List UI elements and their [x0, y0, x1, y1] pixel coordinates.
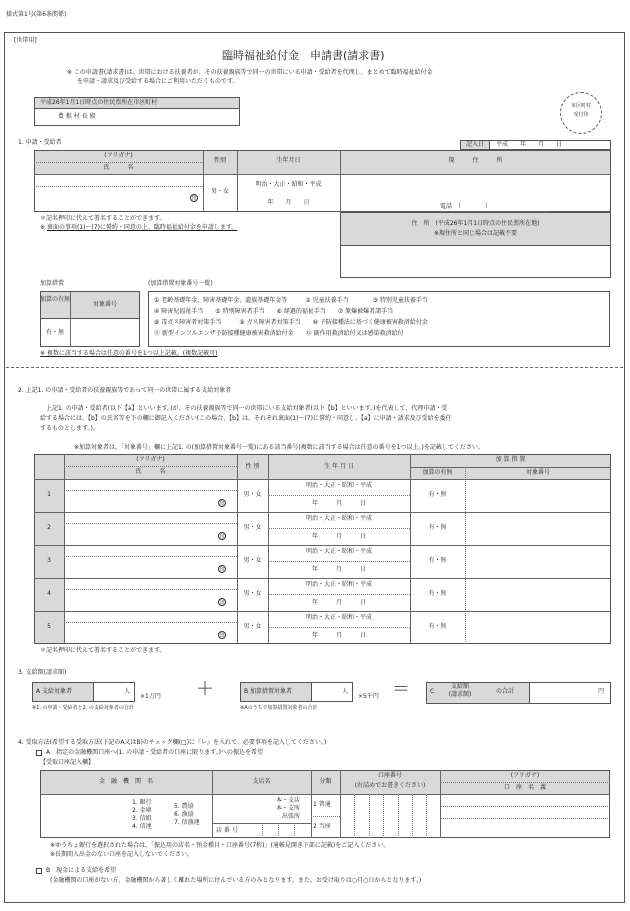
agreement-text: ※ 裏面の事項(1)～(7)に誓約・同意の上、臨時福祉給付金を申請します。: [40, 224, 238, 231]
bank-type-3[interactable]: 3. 信組: [132, 815, 152, 822]
household-tag: [世帯用]: [14, 37, 37, 44]
bank-type-2[interactable]: 2. 金庫: [132, 807, 152, 814]
seal-icon: 印: [219, 501, 225, 507]
seal-icon: 印: [219, 567, 225, 573]
multi-number-note: ※ 複数に該当する場合は任意の番号を1つ以上記載。(複数記載可): [40, 350, 218, 357]
branch-type-3[interactable]: 出張所: [282, 813, 301, 820]
dep-row-2-kasan[interactable]: 有・無: [428, 524, 447, 531]
dep-name-label: 氏 名: [135, 468, 166, 475]
b-note: ※Aのうちで加算措置対象者の合計: [240, 705, 318, 711]
dep-row-3-number: 3: [47, 557, 51, 564]
section2-para-1: 上記1. の申請・受給者(以下【a】といいます。)が、その扶養親族等で同一の世帯にいる支給対象者(以下【b】といいます。)を代表して、代理申請・受: [46, 405, 448, 412]
municipality-box-title: 平成26年1月1日時点の住民票所在市区町村: [40, 99, 158, 106]
branch-number-label: 店 番 号: [216, 827, 238, 834]
dep-kasan-number-label: 対象番号: [525, 469, 550, 476]
address-label: 現 住 所: [448, 157, 503, 164]
jan1-address-label: 住 所 (平成26年1月1日時点の住民票所在地): [411, 220, 540, 227]
branch-name-input[interactable]: [214, 796, 274, 818]
c-inner-1: 支給額: [450, 683, 469, 690]
current-address-input[interactable]: [342, 176, 608, 198]
dep-row-1-era[interactable]: 明治・大正・昭和・平成: [305, 482, 372, 489]
dep-row-5-kasan[interactable]: 有・無: [428, 623, 447, 630]
account-type-1[interactable]: 1 普通: [313, 801, 331, 808]
section4-heading: 4. 受取方法(希望する受取方法(下記のA又はB)のチェック欄(□)に『レ』を入れて、必要事項を記入してください。): [18, 739, 327, 746]
phone-field[interactable]: 電話 （ ）: [440, 203, 492, 210]
dep-row-2-era[interactable]: 明治・大正・昭和・平成: [305, 515, 372, 522]
dep-row-3-kasan[interactable]: 有・無: [428, 557, 447, 564]
jan1-address-note: ※現住所と同じ場合は記載不要: [433, 230, 518, 237]
seal-icon: 印: [219, 600, 225, 606]
kasan-col-number: 対象番号: [92, 301, 117, 308]
category-label: 分類: [319, 778, 332, 785]
option-a-label: A 指定の金融機関口座へ(1. の申請・受給者の口座に限ります。)への振込を希望: [46, 749, 263, 756]
header-note-2: を申請・請求及び受給する場合にご利用いただくものです。: [77, 78, 239, 85]
kasan-item-3: ⑧ 毒ガス障害者対策手当 ⑨ ガス障害者対策手当 ⑩ 予防接種法に基づく健康被害救済給付金: [154, 319, 428, 326]
section2-para-3: するものとします。)。: [40, 425, 99, 432]
form-title: 臨時福祉給付金 申請書(請求書): [222, 49, 385, 62]
bank-type-6[interactable]: 6. 漁協: [174, 811, 194, 818]
dormant-note: ※長期間入出金のない口座を記入しないでください。: [50, 851, 194, 858]
dep-row-4-era[interactable]: 明治・大正・昭和・平成: [305, 581, 372, 588]
stamp-label-2: 受付印: [573, 112, 589, 118]
applicant-era[interactable]: 明治・大正・昭和・平成: [255, 181, 322, 188]
dep-row-4-number: 4: [47, 590, 51, 597]
a-multiplier: ×1万円: [140, 693, 161, 700]
plus-sign: ＋: [196, 679, 214, 700]
b-label: B 加算措置対象者: [244, 688, 293, 695]
stamp-label-1: 市区町村: [570, 103, 591, 109]
account-box-title: 【受取口座記入欄】: [40, 759, 95, 766]
applicant-birthdate[interactable]: 年 月 日: [267, 199, 310, 206]
dep-furigana-label: (フリガナ): [136, 456, 165, 463]
account-holder-input[interactable]: [442, 796, 608, 836]
bank-name-input[interactable]: [42, 796, 130, 836]
form-id: 様式第1号(第6条関係): [6, 11, 67, 18]
dep-row-1-gender[interactable]: 男・女: [243, 491, 262, 498]
bank-name-label: 金 融 機 関 名: [98, 778, 153, 785]
dep-row-5-birthdate[interactable]: 年 月 日: [311, 632, 366, 639]
name-label: 氏 名: [103, 164, 134, 171]
dep-row-2-number: 2: [47, 524, 51, 531]
section1-heading: 1. 申請・受給者: [18, 139, 62, 146]
dep-row-5-number: 5: [47, 623, 51, 630]
jan1-address-input[interactable]: [340, 245, 611, 278]
dep-kasan-label: 加 算 措 置: [495, 456, 526, 463]
furigana-label: (フリガナ): [104, 152, 133, 159]
dep-row-1-birthdate[interactable]: 年 月 日: [311, 500, 366, 507]
kasan-item-2: ④ 障害児福祉手当 ⑤ 特別障害者手当 ⑥ 経過的福祉手当 ⑦ 原爆被爆者諸手当: [154, 308, 394, 315]
dep-row-5-gender[interactable]: 男・女: [243, 623, 262, 630]
b-unit: 人: [342, 688, 349, 695]
option-b-label: B 現金による支給を希望: [46, 867, 117, 874]
record-date-label: 記入日: [465, 141, 484, 148]
holder-furigana-label: (フリガナ): [510, 772, 540, 779]
kasan-title: 加算措置: [40, 280, 65, 287]
dep-row-1-number: 1: [47, 491, 51, 498]
a-unit: 人: [124, 688, 131, 695]
applicant-name-input[interactable]: [36, 188, 186, 210]
dep-row-4-birthdate[interactable]: 年 月 日: [311, 599, 366, 606]
section2-heading: 2. 上記1. の申請・受給者の扶養親族等であって同一の世帯に属する支給対象者: [18, 387, 232, 394]
seal-icon: 印: [219, 633, 225, 639]
holder-name-label: 口 座 名 義: [503, 784, 546, 791]
dep-row-3-birthdate[interactable]: 年 月 日: [311, 566, 366, 573]
dep-gender-label: 性 別: [245, 463, 260, 470]
dep-row-4-kasan[interactable]: 有・無: [428, 590, 447, 597]
gender-label: 性別: [213, 157, 226, 164]
c-inner-2: (請求額): [448, 691, 472, 698]
bank-type-5[interactable]: 5. 農協: [174, 803, 194, 810]
kasan-present-value[interactable]: 有・無: [45, 329, 64, 336]
branch-label: 支店名: [252, 778, 271, 785]
kasan-number-input[interactable]: [72, 321, 138, 345]
sign-note: ＊記名押印に代えて署名することができます。: [40, 215, 166, 222]
dep-row-4-gender[interactable]: 男・女: [243, 590, 262, 597]
applicant-gender[interactable]: 男・女: [210, 188, 229, 195]
equals-sign: ＝: [392, 679, 410, 700]
option-b-note: (金融機関の口座がない方、金融機関から著しく離れた場所に住んでいる方のみとなります。また、お受け取りは○月○日からとなります。): [50, 877, 422, 884]
branch-type-1[interactable]: 本・支店: [276, 797, 301, 804]
seal-icon: 印: [191, 196, 197, 202]
kasan-item-4: ⑪ 新型インフルエンザ予防接種健康被害救済給付金 ⑫ 副作用救済給付又は感染救済給付: [154, 330, 404, 337]
kasan-item-1: ① 老齢基礎年金、障害基礎年金、遺族基礎年金等 ② 児童扶養手当 ③ 特別児童扶養手当: [154, 297, 428, 304]
yucho-note: ※ゆうちょ銀行を選択された場合は、「振込用の店名・預金種目・口座番号(7桁)」(通帳見開き下部に記載)をご記入ください。: [50, 842, 390, 849]
kasan-target-note: ※加算対象者は、「対象番号」欄に上記1. の(加算措置対象番号一覧)にある該当番号(複数に該当する場合は任意の番号を1つ以上。)を記載してください。: [74, 444, 484, 451]
dep-row-1-kasan[interactable]: 有・無: [428, 491, 447, 498]
section3-heading: 3. 支給額(請求額): [18, 669, 67, 676]
header-note-1: ※ この申請書(請求書)は、世帯における扶養者が、その扶養親族等で同一の世帯にいる申請・受給者を代理し、まとめて臨時福祉給付金: [67, 69, 433, 76]
account-type-2[interactable]: 2 当座: [313, 823, 331, 830]
c-total-label: の合計: [496, 688, 515, 695]
c-unit: 円: [598, 688, 605, 695]
account-number-input[interactable]: [342, 796, 438, 836]
dep-birth-label: 生 年 月 日: [324, 463, 354, 470]
dep-kasan-present-label: 加算の有無: [422, 469, 453, 476]
c-label: C: [430, 688, 435, 695]
b-multiplier: ×5千円: [358, 693, 379, 700]
seal-icon: 印: [219, 534, 225, 540]
option-a-checkbox[interactable]: [36, 750, 42, 756]
section2-para-2: 給する場合には、【b】の氏名等を下の欄に御記入ください(この場合、【b】は、それぞれ裏面(1)～(7)に誓約・同意し、【a】に申請・請求及び受給を委任: [40, 415, 452, 422]
bank-type-4[interactable]: 4. 信連: [132, 823, 152, 830]
a-note: ※1. の申請・受給者と2. の支給対象者の合計: [32, 705, 134, 711]
account-number-hint: (右詰めでお書きください): [354, 782, 426, 789]
bank-type-7[interactable]: 7. 信漁連: [174, 819, 200, 826]
branch-type-2[interactable]: 本・支所: [276, 805, 301, 812]
dep-row-2-gender[interactable]: 男・女: [243, 524, 262, 531]
birth-label: 生年月日: [276, 157, 301, 164]
dep-row-3-era[interactable]: 明治・大正・昭和・平成: [305, 548, 372, 555]
record-date-value: 平成 年 月 日: [496, 141, 563, 148]
dep-row-3-gender[interactable]: 男・女: [243, 557, 262, 564]
kasan-list-title: (加算措置対象番号一覧): [148, 280, 213, 287]
applicant-furigana-input[interactable]: [36, 175, 201, 185]
dep-sign-note: ＊記名押印に代えて署名することができます。: [40, 647, 166, 654]
jan1-address-header: [340, 212, 611, 246]
option-b-checkbox[interactable]: [36, 868, 42, 874]
dep-row-2-birthdate[interactable]: 年 月 日: [311, 533, 366, 540]
account-number-label: 口座番号: [377, 772, 402, 779]
mayor-name: 豊 根 村 長 殿: [58, 113, 96, 120]
bank-type-1[interactable]: 1. 銀行: [132, 799, 152, 806]
a-label: A 支給対象者: [36, 688, 73, 695]
dep-row-5-era[interactable]: 明治・大正・昭和・平成: [305, 614, 372, 621]
kasan-col-present: 加算の有無: [40, 296, 71, 303]
